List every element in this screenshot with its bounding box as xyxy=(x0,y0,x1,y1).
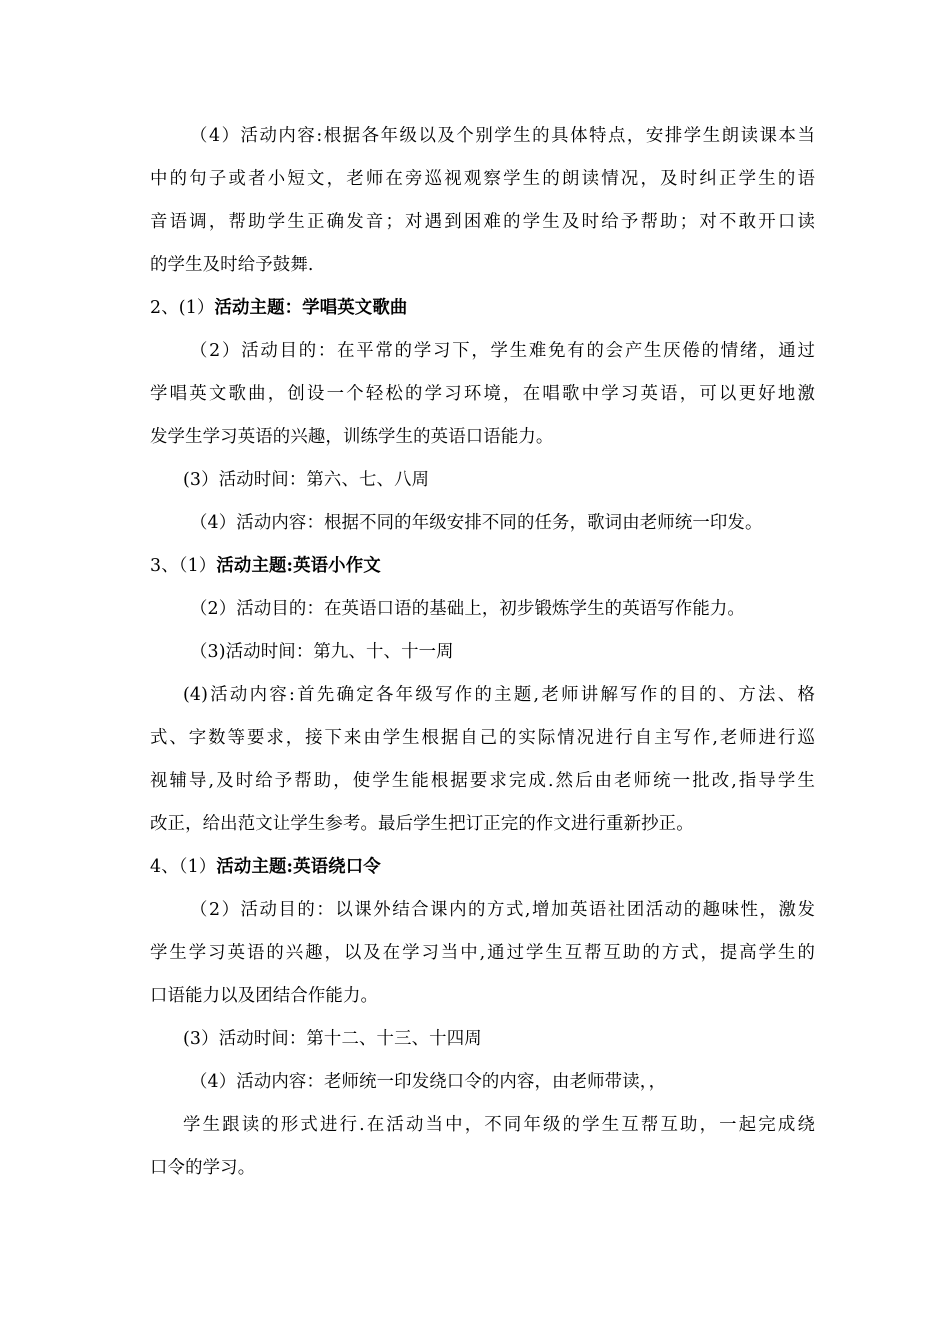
heading-title: 活动主题:英语绕口令 xyxy=(216,857,381,877)
section-heading xyxy=(150,554,815,578)
paragraph-line: 音语调，帮助学生正确发音；对遇到困难的学生及时给予帮助；对不敢开口读 xyxy=(150,212,815,232)
paragraph-line: (3）活动时间：第十二、十三、十四周 xyxy=(183,1029,482,1049)
paragraph-line: 式、字数等要求，接下来由学生根据自己的实际情况进行自主写作,老师进行巡 xyxy=(150,728,815,748)
paragraph-line: （4）活动内容：老师统一印发绕口令的内容，由老师带读，， xyxy=(190,1072,667,1092)
paragraph-line: 视辅导,及时给予帮助，使学生能根据要求完成.然后由老师统一批改,指导学生 xyxy=(150,771,815,791)
paragraph-line: （2）活动目的：以课外结合课内的方式,增加英语社团活动的趣味性，激发 xyxy=(190,900,815,920)
paragraph-line: 中的句子或者小短文，老师在旁巡视观察学生的朗读情况，及时纠正学生的语 xyxy=(150,169,815,189)
section-heading xyxy=(150,296,815,320)
paragraph-line: （2）活动目的：在英语口语的基础上，初步锻炼学生的英语写作能力。 xyxy=(190,599,745,619)
paragraph-line: 改正，给出范文让学生参考。最后学生把订正完的作文进行重新抄正。 xyxy=(150,814,694,834)
paragraph-line: 学唱英文歌曲，创设一个轻松的学习环境，在唱歌中学习英语，可以更好地激 xyxy=(150,384,815,404)
heading-number: 2、(1） xyxy=(150,298,215,318)
paragraph-line: (3）活动时间：第六、七、八周 xyxy=(183,470,430,490)
paragraph-line: 发学生学习英语的兴趣，训练学生的英语口语能力。 xyxy=(150,427,554,447)
heading-title: 活动主题：学唱英文歌曲 xyxy=(214,298,408,318)
heading-title: 活动主题:英语小作文 xyxy=(216,556,381,576)
paragraph-line: 口语能力以及团结合作能力。 xyxy=(150,986,379,1006)
paragraph-line: （2）活动目的：在平常的学习下，学生难免有的会产生厌倦的情绪，通过 xyxy=(190,341,815,361)
paragraph-line: （4）活动内容：根据不同的年级安排不同的任务，歌词由老师统一印发。 xyxy=(190,513,763,533)
paragraph-line: 学生跟读的形式进行.在活动当中，不同年级的学生互帮互助，一起完成绕 xyxy=(183,1115,815,1135)
paragraph-line: 口令的学习。 xyxy=(150,1158,256,1178)
paragraph-line: （4）活动内容:根据各年级以及个别学生的具体特点，安排学生朗读课本当 xyxy=(190,126,815,146)
section-heading xyxy=(150,855,815,879)
paragraph-line: 学生学习英语的兴趣，以及在学习当中,通过学生互帮互助的方式，提高学生的 xyxy=(150,943,815,963)
heading-number: 3、（1） xyxy=(150,556,217,576)
heading-number: 4、（1） xyxy=(150,857,217,877)
paragraph-line: (4)活动内容:首先确定各年级写作的主题,老师讲解写作的目的、方法、格 xyxy=(183,685,815,705)
paragraph-line: 的学生及时给予鼓舞. xyxy=(150,255,314,275)
paragraph-line: （3)活动时间：第九、十、十一周 xyxy=(190,642,454,662)
